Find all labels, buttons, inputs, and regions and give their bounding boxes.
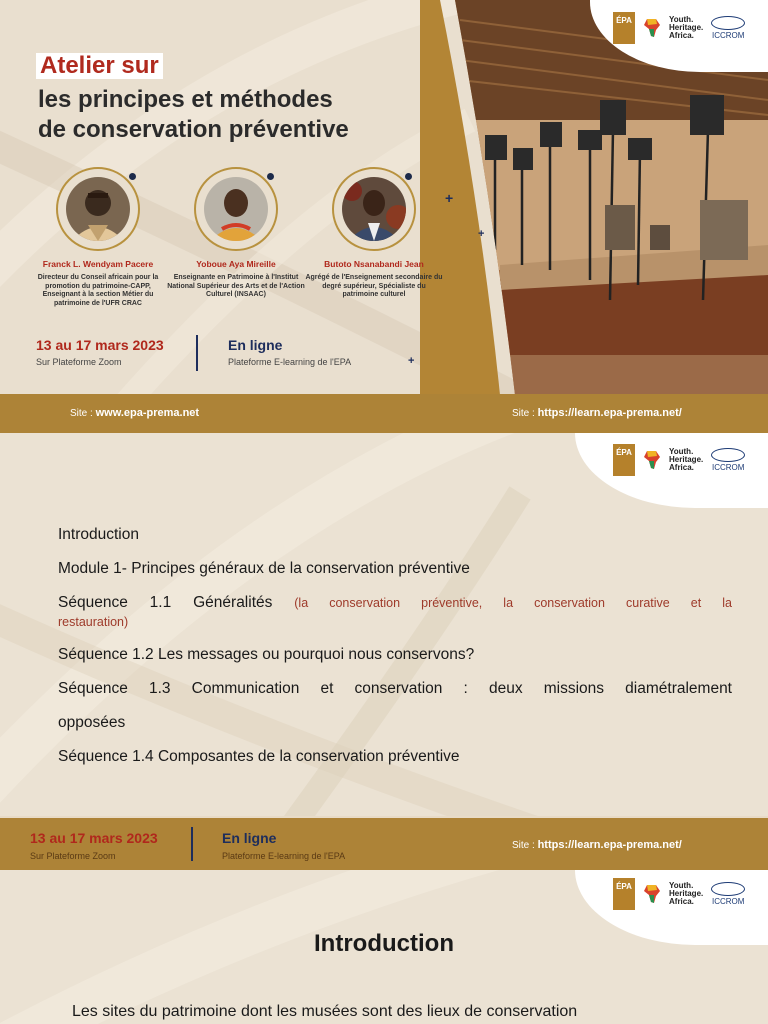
toc-item: Séquence 1.2 Les messages ou pourquoi nous conservons? <box>58 646 475 663</box>
speaker-3-photo <box>342 177 406 241</box>
event-date-sub: Sur Plateforme Zoom <box>36 357 122 367</box>
slide-title: Introduction <box>314 930 454 957</box>
partner-logos <box>613 12 745 44</box>
event-online: En ligne <box>228 337 283 353</box>
iccrom-logo: ICCROM <box>711 16 745 41</box>
speaker-1-name: Franck L. Wendyam Pacere <box>42 259 154 269</box>
speaker-3 <box>304 167 444 300</box>
event-online: En ligne <box>222 830 277 846</box>
partner-logos <box>613 878 745 910</box>
speaker-2-desc: Enseignante en Patrimoine à l'Institut National Supérieur des Arts et de l'Action Culturel (INSAAC) <box>167 274 305 298</box>
toc-item: opposées <box>58 714 126 731</box>
epa-logo: ÉPA <box>613 12 635 44</box>
speaker-3-name: Butoto Nsanabandi Jean <box>324 259 424 269</box>
site-left: Site : www.epa-prema.net <box>70 407 200 419</box>
iccrom-logo: ICCROM <box>711 448 745 473</box>
toc-item: Séquence 1.1 Généralités (la conservation préventive, la conservation curative et la <box>58 594 733 611</box>
intro-text: Les sites du patrimoine dont les musées sont des lieux de conservation <box>72 1003 578 1020</box>
plus-decoration: + <box>408 355 415 367</box>
toc-item: Module 1- Principes généraux de la conservation préventive <box>58 560 470 577</box>
iccrom-logo: ICCROM <box>711 882 745 907</box>
speaker-1 <box>28 167 168 308</box>
yha-logo: Youth. Heritage. Africa. <box>669 15 704 40</box>
partner-logos <box>613 444 745 476</box>
africa-icon <box>643 18 661 38</box>
toc-item: Séquence 1.3 Communication et conservation : deux missions diamétralement <box>58 680 732 697</box>
speaker-2-photo <box>204 177 268 241</box>
site-left-link[interactable]: www.epa-prema.net <box>95 407 200 419</box>
toc-item-detail: (la conservation préventive, la conservation curative et la <box>294 596 733 610</box>
event-date: 13 au 17 mars 2023 <box>30 830 158 846</box>
event-online-sub: Plateforme E-learning de l'EPA <box>228 357 352 367</box>
table-of-contents <box>58 518 732 774</box>
speaker-3-desc: Agrégé de l'Enseignement secondaire du degré supérieur, Spécialiste du patrimoine culturel <box>305 274 443 298</box>
plus-decoration: + <box>445 190 454 206</box>
africa-icon <box>643 884 661 904</box>
speaker-1-photo <box>66 177 130 241</box>
site-right: Site : https://learn.epa-prema.net/ <box>512 407 682 419</box>
yha-logo: Youth. Heritage. Africa. <box>669 447 704 472</box>
speaker-2-name: Yoboue Aya Mireille <box>196 259 276 269</box>
divider <box>191 827 193 861</box>
slide-2 <box>0 433 768 870</box>
speaker-2 <box>166 167 306 300</box>
title-highlight: Atelier sur <box>36 53 163 79</box>
slide-1 <box>0 0 768 433</box>
epa-logo: ÉPA <box>613 878 635 910</box>
toc-item: Séquence 1.4 Composantes de la conservation préventive <box>58 748 460 765</box>
title-line-2: les principes et méthodes <box>38 86 333 113</box>
event-date-sub: Sur Plateforme Zoom <box>30 851 116 861</box>
toc-item-detail-cont: restauration) <box>58 615 129 629</box>
event-date: 13 au 17 mars 2023 <box>36 337 164 353</box>
epa-logo: ÉPA <box>613 444 635 476</box>
title-line-3: de conservation préventive <box>38 116 349 143</box>
site-right-link[interactable]: https://learn.epa-prema.net/ <box>537 839 682 851</box>
toc-item: Introduction <box>58 526 139 543</box>
site-right: Site : https://learn.epa-prema.net/ <box>512 839 682 851</box>
speaker-1-desc: Directeur du Conseil africain pour la promotion du patrimoine-CAPP, Enseignant à la section Métier du patrimoine de l'UFR CRAC <box>37 274 159 307</box>
event-online-sub: Plateforme E-learning de l'EPA <box>222 851 346 861</box>
yha-logo: Youth. Heritage. Africa. <box>669 881 704 906</box>
plus-decoration: + <box>478 228 485 240</box>
africa-icon <box>643 450 661 470</box>
slide-3 <box>0 870 768 1024</box>
site-right-link[interactable]: https://learn.epa-prema.net/ <box>537 407 682 419</box>
divider <box>196 335 198 371</box>
